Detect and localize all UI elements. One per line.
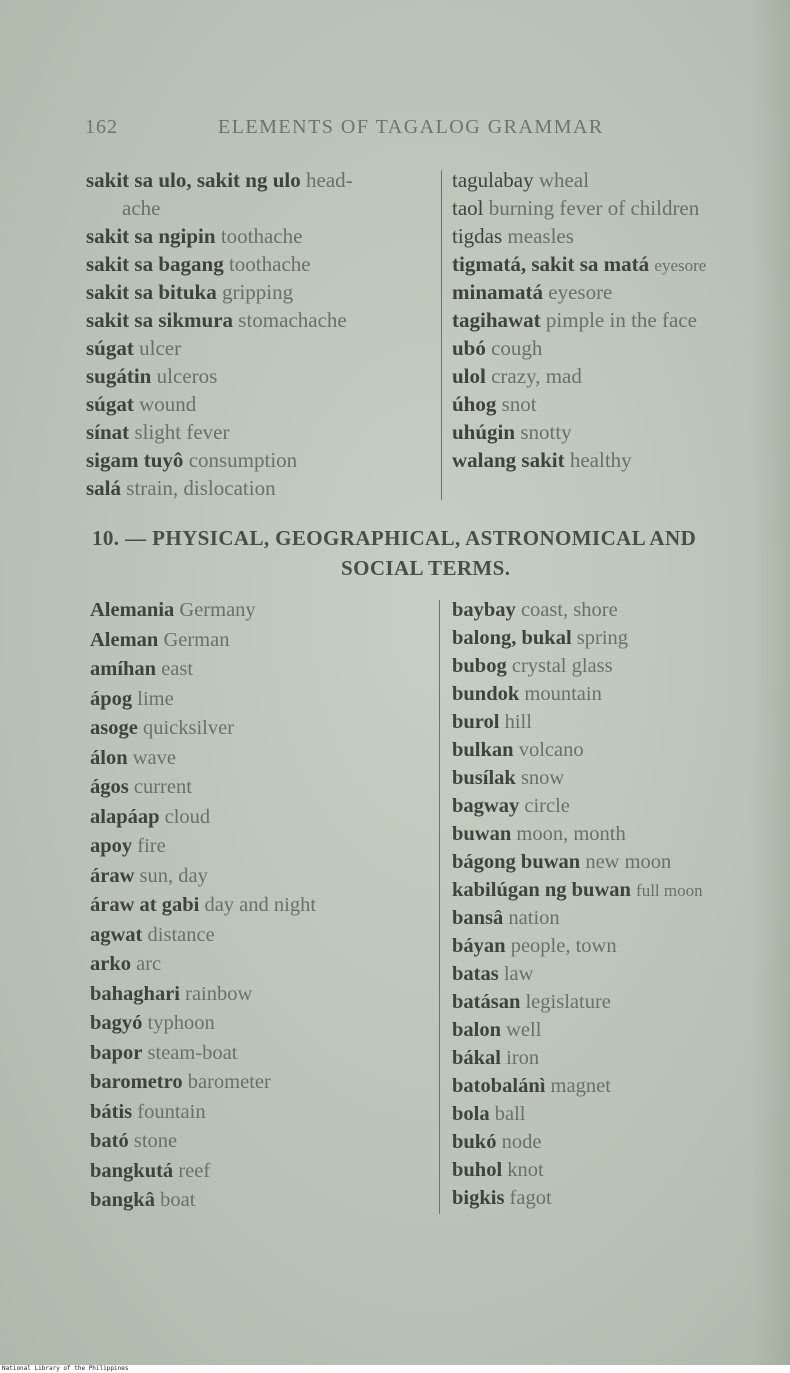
entry-term: apoy bbox=[90, 835, 133, 857]
entry-term: ápog bbox=[90, 687, 133, 710]
entry-term: tigmatá, sakit sa matá bbox=[452, 252, 650, 276]
entry-gloss: new moon bbox=[585, 851, 672, 873]
entry bbox=[452, 222, 786, 250]
section-heading-line: 10. — PHYSICAL, GEOGRAPHICAL, ASTRONOMICAL AND bbox=[92, 526, 697, 550]
entry bbox=[90, 1098, 430, 1128]
entry bbox=[90, 950, 430, 980]
entry-gloss: stomachache bbox=[238, 308, 347, 332]
entry bbox=[452, 848, 786, 876]
entry-term: sakit sa ngipin bbox=[86, 224, 216, 248]
entry bbox=[86, 418, 436, 446]
entry bbox=[90, 832, 430, 862]
entry-gloss: German bbox=[163, 628, 230, 651]
entry-term: alapáap bbox=[90, 805, 160, 828]
entry-term: taol bbox=[452, 196, 484, 220]
entry bbox=[90, 1009, 430, 1039]
entry-term: arko bbox=[90, 953, 131, 975]
entry bbox=[86, 250, 436, 278]
entry-term: úhog bbox=[452, 392, 497, 416]
entry bbox=[452, 250, 786, 278]
entry-term: buwan bbox=[452, 823, 512, 845]
entry bbox=[90, 596, 430, 626]
entry bbox=[452, 194, 786, 222]
entry-gloss: spring bbox=[576, 627, 629, 649]
entry bbox=[452, 680, 786, 708]
entry-gloss: wound bbox=[139, 392, 197, 416]
entry bbox=[452, 362, 786, 390]
entry-gloss: current bbox=[133, 776, 192, 798]
entry-term: batas bbox=[452, 963, 499, 985]
entry-gloss: full moon bbox=[636, 881, 703, 900]
entry-gloss: consumption bbox=[188, 448, 298, 472]
entry-gloss: ulcer bbox=[139, 336, 182, 360]
entry-gloss: distance bbox=[147, 923, 215, 946]
entry-term: salá bbox=[86, 476, 122, 500]
page-number: 162 bbox=[85, 116, 118, 138]
entry-gloss: cloud bbox=[164, 805, 211, 828]
entry-term: busílak bbox=[452, 767, 516, 789]
entry bbox=[86, 194, 436, 222]
entry-term: barometro bbox=[90, 1071, 183, 1093]
entry-term: bulkan bbox=[452, 739, 514, 761]
entry-gloss: rainbow bbox=[185, 982, 253, 1005]
entry bbox=[90, 921, 430, 951]
entry-gloss: magnet bbox=[550, 1075, 611, 1097]
entry-gloss: barometer bbox=[187, 1071, 271, 1093]
entry bbox=[452, 306, 786, 334]
column-divider bbox=[441, 170, 442, 500]
footer-credit: National Library of the Philippines bbox=[2, 1365, 129, 1372]
page-header bbox=[85, 112, 685, 142]
entry bbox=[86, 474, 436, 502]
entry-term: bangkâ bbox=[90, 1189, 155, 1211]
entry-term: áraw at gabi bbox=[90, 894, 200, 916]
entry bbox=[90, 1127, 430, 1157]
entry bbox=[452, 1184, 786, 1212]
entry-term: bundok bbox=[452, 683, 520, 705]
entry-term: sakit sa sikmura bbox=[86, 308, 234, 332]
footer-strip bbox=[0, 1365, 790, 1373]
entry-term: kabilúgan ng buwan bbox=[452, 879, 631, 901]
entry bbox=[452, 736, 786, 764]
entry bbox=[90, 744, 430, 774]
entry bbox=[452, 624, 786, 652]
entry-term: sakit sa bagang bbox=[86, 252, 224, 276]
entry-term: bangkutá bbox=[90, 1159, 174, 1182]
entry-gloss: hill bbox=[504, 711, 532, 733]
entry bbox=[452, 1016, 786, 1044]
entry-gloss: snot bbox=[501, 392, 537, 416]
entry-gloss: arc bbox=[136, 953, 162, 975]
entry bbox=[90, 685, 430, 715]
entry-term: bákal bbox=[452, 1047, 501, 1069]
entry-gloss: measles bbox=[507, 224, 574, 248]
entry-term: bátis bbox=[90, 1100, 133, 1123]
entry-gloss: circle bbox=[524, 795, 570, 817]
entry-gloss: toothache bbox=[228, 252, 311, 276]
entry-term: ágos bbox=[90, 776, 129, 798]
entry-term: sakit sa bituka bbox=[86, 280, 217, 304]
entry-term: bigkis bbox=[452, 1187, 505, 1209]
entry-gloss: slight fever bbox=[134, 420, 230, 444]
entry-gloss: fountain bbox=[137, 1100, 206, 1123]
entry bbox=[452, 418, 786, 446]
entry-term: Alemania bbox=[90, 599, 175, 621]
entry bbox=[452, 1072, 786, 1100]
entry-gloss: boat bbox=[160, 1189, 196, 1211]
entry-term: balon bbox=[452, 1019, 501, 1041]
entry-gloss: legislature bbox=[525, 991, 611, 1013]
running-title: ELEMENTS OF TAGALOG GRAMMAR bbox=[218, 116, 604, 138]
entry-gloss: wave bbox=[132, 746, 176, 769]
entry-gloss: ache bbox=[122, 196, 161, 220]
entry bbox=[90, 1039, 430, 1069]
entry bbox=[452, 764, 786, 792]
entry bbox=[86, 306, 436, 334]
entry bbox=[452, 166, 786, 194]
entry-term: bahaghari bbox=[90, 982, 180, 1005]
entry bbox=[86, 222, 436, 250]
entry bbox=[452, 904, 786, 932]
entry bbox=[452, 1100, 786, 1128]
entry-term: báyan bbox=[452, 935, 506, 957]
entry-term: balong, bukal bbox=[452, 627, 572, 649]
entry bbox=[452, 988, 786, 1016]
section-heading-line: SOCIAL TERMS. bbox=[341, 556, 511, 580]
entry bbox=[90, 1186, 430, 1216]
entry-gloss: coast, shore bbox=[520, 599, 618, 621]
entry bbox=[452, 876, 786, 904]
entry-term: ubó bbox=[452, 336, 486, 360]
entry bbox=[86, 390, 436, 418]
entry-gloss: moon, month bbox=[516, 823, 626, 845]
entry bbox=[90, 891, 430, 921]
entry-gloss: eyesore bbox=[548, 280, 613, 304]
entry bbox=[452, 820, 786, 848]
entry-gloss: east bbox=[161, 658, 194, 680]
entry-term: walang sakit bbox=[452, 448, 565, 472]
entry-term: súgat bbox=[86, 392, 134, 416]
entry-gloss: toothache bbox=[220, 224, 303, 248]
entry-gloss: snotty bbox=[520, 420, 572, 444]
entry-term: bansâ bbox=[452, 907, 504, 929]
entry bbox=[452, 792, 786, 820]
entry-term: asoge bbox=[90, 717, 138, 739]
entry-gloss: sun, day bbox=[139, 864, 208, 887]
entry bbox=[90, 655, 430, 685]
entry-term: bagway bbox=[452, 795, 520, 817]
entry-gloss: strain, dislocation bbox=[126, 476, 276, 500]
entry-gloss: iron bbox=[506, 1047, 540, 1069]
entry-gloss: reef bbox=[178, 1159, 211, 1182]
entry-gloss: well bbox=[506, 1019, 542, 1041]
entry-term: baybay bbox=[452, 599, 516, 621]
entry-gloss: typhoon bbox=[147, 1012, 215, 1034]
entry-gloss: people, town bbox=[510, 935, 617, 957]
entry-term: ulol bbox=[452, 364, 486, 388]
entry-gloss: ball bbox=[494, 1103, 526, 1125]
entry-gloss: mountain bbox=[524, 683, 602, 705]
entry bbox=[90, 1157, 430, 1187]
entry bbox=[90, 862, 430, 892]
entry-term: agwat bbox=[90, 923, 143, 946]
entry bbox=[452, 334, 786, 362]
entry bbox=[90, 714, 430, 744]
entry-term: bola bbox=[452, 1103, 490, 1125]
bottom-left-column bbox=[90, 596, 430, 1216]
entry-gloss: steam-boat bbox=[147, 1041, 238, 1064]
entry-gloss: day and night bbox=[204, 894, 317, 916]
entry-term: burol bbox=[452, 711, 500, 733]
column-divider bbox=[439, 600, 440, 1214]
entry-gloss: cough bbox=[491, 336, 543, 360]
entry-gloss: law bbox=[503, 963, 534, 985]
entry-term: tigdas bbox=[452, 224, 503, 248]
entry-gloss: fire bbox=[137, 835, 166, 857]
entry bbox=[90, 773, 430, 803]
entry bbox=[452, 390, 786, 418]
top-right-column bbox=[452, 166, 786, 474]
entry-term: buhol bbox=[452, 1159, 503, 1181]
entry-term: uhúgin bbox=[452, 420, 516, 444]
entry-gloss: burning fever of children bbox=[488, 196, 700, 220]
entry-term: sínat bbox=[86, 420, 130, 444]
entry-gloss: crystal glass bbox=[511, 655, 613, 677]
entry-term: minamatá bbox=[452, 280, 543, 304]
entry-gloss: eyesore bbox=[654, 256, 707, 275]
entry-gloss: lime bbox=[137, 687, 174, 710]
entry-term: sugátin bbox=[86, 364, 152, 388]
entry bbox=[90, 1068, 430, 1098]
entry bbox=[86, 334, 436, 362]
entry bbox=[452, 652, 786, 680]
entry-term: tagihawat bbox=[452, 308, 541, 332]
entry-gloss: node bbox=[501, 1131, 542, 1153]
entry-gloss: knot bbox=[507, 1159, 544, 1181]
entry-gloss: fagot bbox=[509, 1187, 552, 1209]
entry-gloss: snow bbox=[520, 767, 565, 789]
entry bbox=[452, 1044, 786, 1072]
entry bbox=[90, 980, 430, 1010]
entry-gloss: wheal bbox=[538, 168, 590, 192]
entry-gloss: nation bbox=[508, 907, 560, 929]
entry-term: bapor bbox=[90, 1041, 143, 1064]
entry-term: álon bbox=[90, 746, 128, 769]
bottom-right-column bbox=[452, 596, 786, 1212]
entry-gloss: gripping bbox=[221, 280, 294, 304]
entry-term: bágong buwan bbox=[452, 851, 581, 873]
entry-gloss: quicksilver bbox=[142, 717, 235, 739]
entry bbox=[90, 626, 430, 656]
entry bbox=[452, 960, 786, 988]
entry bbox=[452, 596, 786, 624]
entry bbox=[86, 166, 436, 194]
entry-term: sigam tuyô bbox=[86, 448, 184, 472]
entry bbox=[90, 803, 430, 833]
entry bbox=[452, 446, 786, 474]
entry-term: Aleman bbox=[90, 628, 159, 651]
entry-term: amíhan bbox=[90, 658, 157, 680]
entry-gloss: ulceros bbox=[156, 364, 218, 388]
entry bbox=[86, 362, 436, 390]
entry bbox=[452, 932, 786, 960]
entry-gloss: healthy bbox=[569, 448, 632, 472]
entry bbox=[452, 708, 786, 736]
section-heading bbox=[92, 523, 776, 583]
top-left-column bbox=[86, 166, 436, 502]
entry-gloss: head- bbox=[306, 168, 353, 192]
entry-term: bukó bbox=[452, 1131, 497, 1153]
entry-term: bató bbox=[90, 1130, 129, 1152]
entry-term: bubog bbox=[452, 655, 507, 677]
entry-term: súgat bbox=[86, 336, 134, 360]
entry-gloss: stone bbox=[133, 1130, 178, 1152]
entry-gloss: pimple in the face bbox=[545, 308, 697, 332]
entry-gloss: crazy, mad bbox=[491, 364, 582, 388]
entry-term: tagulabay bbox=[452, 168, 534, 192]
entry-gloss: Germany bbox=[179, 599, 256, 621]
entry-term: áraw bbox=[90, 864, 135, 887]
entry bbox=[86, 278, 436, 306]
entry bbox=[452, 278, 786, 306]
entry bbox=[86, 446, 436, 474]
entry-term: bagyó bbox=[90, 1012, 143, 1034]
entry-term: sakit sa ulo, sakit ng ulo bbox=[86, 168, 301, 192]
entry bbox=[452, 1156, 786, 1184]
entry-gloss: volcano bbox=[518, 739, 584, 761]
entry-term: batásan bbox=[452, 991, 521, 1013]
entry-term: batobalánì bbox=[452, 1075, 546, 1097]
entry bbox=[452, 1128, 786, 1156]
